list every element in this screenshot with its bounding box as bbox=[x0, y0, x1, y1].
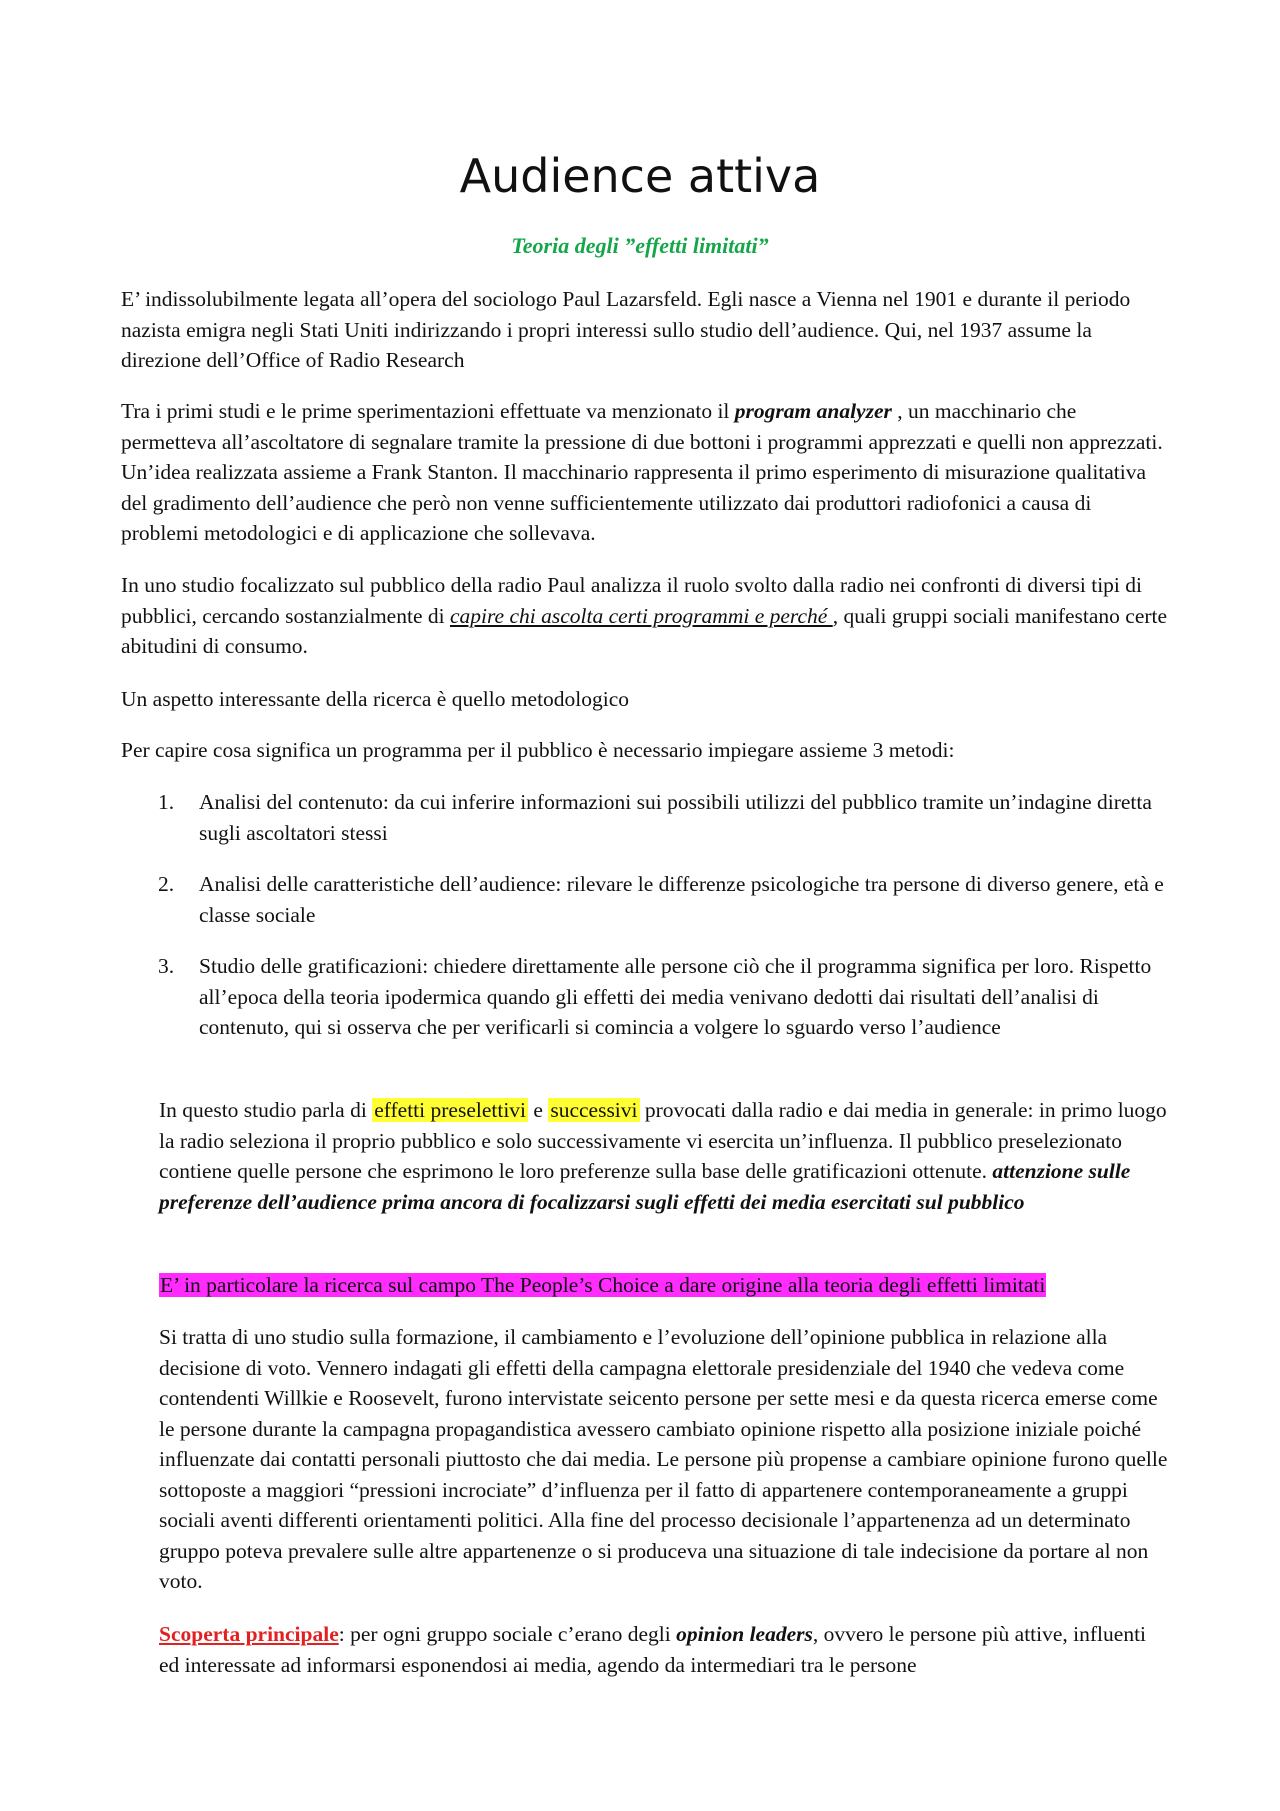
highlight-effetti-preselettivi: effetti preselettivi bbox=[374, 1098, 527, 1122]
program-analyzer-term: program analyzer bbox=[734, 399, 892, 423]
scoperta-principale-label: Scoperta principale bbox=[159, 1622, 339, 1646]
paragraph-preselective-effects bbox=[159, 1095, 1171, 1217]
paragraph-text-c: provocati dalla radio e dai media in generale: in primo luogo la radio seleziona il proprio pubblico e solo successivamente vi esercita un’influenza. Il pubblico preselezionato contiene quelle persone che esprimono le loro preferenze sulla base delle gratificazioni ottenute. bbox=[159, 1098, 1167, 1183]
paragraph-text: Si tratta di uno studio sulla formazione, il cambiamento e l’evoluzione dell’opinione pubblica in relazione alla decisione di voto. Vennero indagati gli effetti della campagna elettorale presidenziale del 1940 che vedeva come contendenti Willkie e Roosevelt, furono intervistate seicento persone per sette mesi e da questa ricerca emerse come le persone durante la campagna propagandistica avessero cambiato opinione rispetto alla posizione iniziale poiché influenzate dai contatti personali piuttosto che dai media. Le persone più propense a cambiare opinione furono quelle sottoposte a maggiori “pressioni incrociate” d’influenza per il fatto di appartenere contemporaneamente a gruppi sociali aventi differenti orientamenti politici. Alla fine del processo decisionale l’appartenenza ad un determinato gruppo poteva prevalere sulle altre appartenenze o si produceva una situazione di tale indecisione da portare al non voto. bbox=[159, 1325, 1168, 1593]
list-item-text: Analisi delle caratteristiche dell’audience: rilevare le differenze psicologiche tra persone di diverso genere, età e classe sociale bbox=[199, 872, 1164, 927]
paragraph-text-a: : per ogni gruppo sociale c’erano degli bbox=[338, 1622, 677, 1646]
list-item-number: 3. bbox=[158, 954, 175, 978]
opinion-leaders-term: opinion leaders bbox=[676, 1622, 813, 1646]
paragraph-text-b: , ovvero le persone più attive, influenti ed interessate ad informarsi esponendosi ai media, agendo da intermediari tra le persone bbox=[159, 1622, 1147, 1677]
paragraph-text-before: In uno studio focalizzato sul pubblico della radio Paul analizza il ruolo svolto dalla radio nei confronti di diversi tipi di pubblici, cercando sostanzialmente di bbox=[121, 573, 1142, 628]
paragraph-radio-study bbox=[121, 570, 1171, 662]
paragraph-lazarsfeld-intro bbox=[121, 284, 1171, 376]
list-item-number: 2. bbox=[158, 872, 175, 896]
paragraph-text-b: e bbox=[528, 1098, 549, 1122]
paragraph-text-before: Tra i primi studi e le prime sperimentazioni effettuate va menzionato il bbox=[121, 399, 735, 423]
paragraph-peoples-choice bbox=[159, 1270, 1171, 1301]
paragraph-main-discovery bbox=[159, 1619, 1171, 1680]
paragraph-text: Un aspetto interessante della ricerca è quello metodologico bbox=[121, 687, 630, 711]
paragraph-text-after: , quali gruppi sociali manifestano certe abitudini di consumo. bbox=[121, 603, 1168, 658]
list-item-text: Studio delle gratificazioni: chiedere direttamente alle persone ciò che il programma significa per loro. Rispetto all’epoca della teoria ipodermica quando gli effetti dei media venivano dedotti dai risultati dell’analisi di contenuto, qui si osserva che per verificarli si comincia a volgere lo sguardo verso l’audience bbox=[199, 954, 1152, 1039]
highlight-peoples-choice: E’ in particolare la ricerca sul campo The People’s Choice a dare origine alla teoria degli effetti limitati bbox=[160, 1273, 1046, 1297]
list-item-text: Analisi del contenuto: da cui inferire informazioni sui possibili utilizzi del pubblico tramite un’indagine diretta sugli ascoltatori stessi bbox=[199, 790, 1152, 845]
paragraph-text-a: In questo studio parla di bbox=[159, 1098, 373, 1122]
paragraph-three-methods bbox=[121, 735, 1171, 766]
paragraph-methodology bbox=[121, 684, 1171, 715]
paragraph-text-after: , un macchinario che permetteva all’ascoltatore di segnalare tramite la pressione di due bottoni i programmi apprezzati e quelli non apprezzati. Un’idea realizzata assieme a Frank Stanton. Il macchinario rappresenta il primo esperimento di misurazione qualitativa del gradimento dell’audience che però non venne sufficientemente utilizzato dai produttori radiofonici a causa di problemi metodologici e di applicazione che sollevava. bbox=[121, 399, 1163, 545]
document-subtitle: Teoria degli ”effetti limitati” bbox=[511, 233, 769, 258]
highlight-successivi: successivi bbox=[550, 1098, 638, 1122]
paragraph-text: E’ indissolubilmente legata all’opera del sociologo Paul Lazarsfeld. Egli nasce a Vienna nel 1901 e durante il periodo nazista emigra negli Stati Uniti indirizzando i propri interessi sullo studio dell’audience. Qui, nel 1937 assume la direzione dell’Office of Radio Research bbox=[121, 287, 1131, 372]
bold-italic-attention: attenzione sulle preferenze dell’audience prima ancora di focalizzarsi sugli effetti dei media esercitati sul pubblico bbox=[159, 1159, 1131, 1214]
paragraph-text: Per capire cosa significa un programma per il pubblico è necessario impiegare assieme 3 metodi: bbox=[121, 738, 955, 762]
list-item-number: 1. bbox=[158, 790, 175, 814]
document-title: Audience attiva bbox=[459, 149, 821, 203]
paragraph-voting-study bbox=[159, 1322, 1171, 1597]
paragraph-program-analyzer bbox=[121, 396, 1171, 549]
underlined-phrase: capire chi ascolta certi programmi e perché bbox=[449, 603, 833, 628]
